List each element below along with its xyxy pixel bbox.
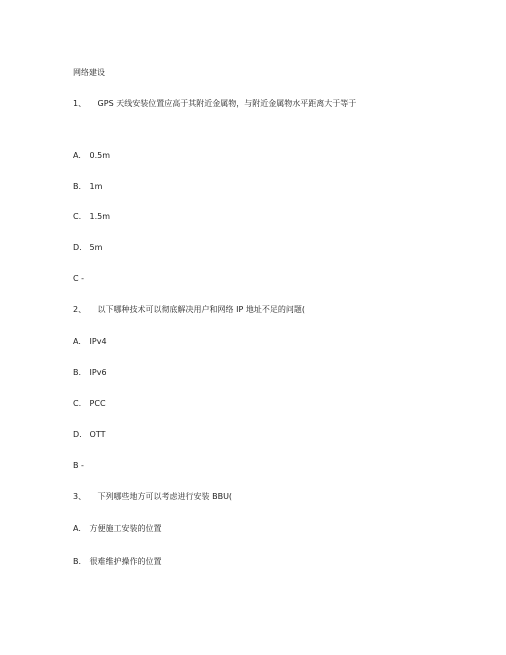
question-text: 以下哪种技术可以彻底解决用户和网络 IP 地址不足的问题(: [97, 305, 305, 314]
option-text: OTT: [89, 430, 106, 439]
question-2: [73, 305, 305, 315]
option-text: 1.5m: [89, 212, 111, 221]
option-key: A.: [73, 151, 81, 160]
option-text: 方便施工安装的位置: [89, 524, 162, 533]
option-key: B.: [73, 182, 82, 191]
option-key: D.: [73, 430, 82, 439]
option-text: PCC: [89, 399, 106, 408]
option-key: A.: [73, 337, 81, 346]
question-text: 下列哪些地方可以考虑进行安装 BBU(: [97, 492, 233, 501]
option-key: B.: [73, 368, 82, 377]
option-d: [73, 243, 102, 253]
option-b: [73, 182, 102, 192]
question-3: [73, 492, 232, 502]
option-text: IPv6: [89, 368, 107, 377]
option-text: 1m: [89, 182, 103, 191]
option-text: 0.5m: [89, 151, 111, 160]
option-text: IPv4: [89, 337, 107, 346]
option-key: A.: [73, 524, 81, 533]
option-key: C.: [73, 399, 82, 408]
question-1: [73, 99, 356, 109]
option-a: [73, 337, 107, 347]
question-number: 1、: [73, 99, 87, 108]
option-d: [73, 430, 105, 440]
option-c: [73, 212, 110, 222]
answer-2: B -: [73, 461, 84, 470]
question-number: 3、: [73, 492, 87, 501]
option-key: B.: [73, 557, 82, 566]
option-c: [73, 399, 106, 409]
answer-1: C -: [73, 274, 85, 283]
option-a: [73, 151, 110, 161]
option-text: 很难维护操作的位置: [89, 557, 162, 566]
option-text: 5m: [89, 243, 103, 252]
question-number: 2、: [73, 305, 87, 314]
question-text: GPS 天线安装位置应高于其附近金属物，与附近金属物水平距离大于等于: [97, 99, 357, 108]
option-key: C.: [73, 212, 82, 221]
option-key: D.: [73, 243, 82, 252]
option-a: [73, 524, 162, 534]
doc-title: 网络建设: [73, 68, 105, 77]
option-b: [73, 368, 107, 378]
option-b: [73, 557, 162, 567]
